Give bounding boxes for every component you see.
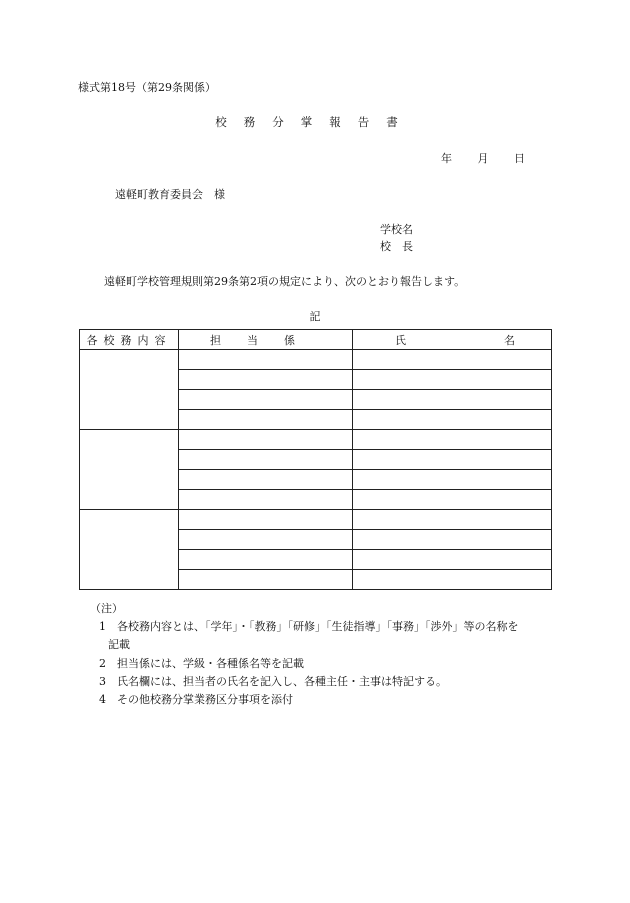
date-day-label: 日 — [514, 152, 525, 165]
ki-heading: 記 — [309, 310, 321, 323]
table-row — [80, 510, 552, 530]
role-cell[interactable] — [179, 410, 353, 430]
content-cell[interactable] — [80, 430, 179, 510]
header-role: 担当係 — [179, 330, 353, 350]
name-cell[interactable] — [353, 550, 552, 570]
principal-label: 校 長 — [380, 240, 413, 253]
note-number: 1 — [99, 620, 106, 633]
assignment-table — [79, 329, 552, 590]
name-cell[interactable] — [353, 570, 552, 590]
name-cell[interactable] — [353, 370, 552, 390]
note-text: 担当係には、学級・各種係名等を記載 — [117, 657, 304, 670]
form-number: 様式第18号（第29条関係） — [78, 81, 216, 94]
document-title: 校務分掌報告書 — [215, 115, 415, 129]
role-cell[interactable] — [179, 350, 353, 370]
school-name-label: 学校名 — [380, 223, 413, 236]
header-name — [353, 330, 552, 350]
role-cell[interactable] — [179, 550, 353, 570]
date-year-label: 年 — [441, 152, 452, 165]
name-cell[interactable] — [353, 470, 552, 490]
table-row — [80, 430, 552, 450]
name-cell[interactable] — [353, 430, 552, 450]
role-cell[interactable] — [179, 430, 353, 450]
table-row — [80, 350, 552, 370]
role-cell[interactable] — [179, 490, 353, 510]
role-cell[interactable] — [179, 370, 353, 390]
content-cell[interactable] — [80, 350, 179, 430]
name-cell[interactable] — [353, 390, 552, 410]
header-name-part2: 名 — [504, 333, 515, 347]
note-item-continuation: 記載 — [108, 638, 130, 651]
addressee: 遠軽町教育委員会 様 — [115, 188, 225, 201]
role-cell[interactable] — [179, 450, 353, 470]
header-content: 各校務内容 — [80, 330, 179, 350]
note-text: 氏名欄には、担当者の氏名を記入し、各種主任・主事は特記する。 — [117, 675, 447, 688]
notes-heading: （注） — [90, 602, 123, 615]
note-number: 2 — [99, 657, 106, 670]
note-number: 4 — [99, 693, 106, 706]
note-text: 各校務内容とは、「学年」・「教務」「研修」「生徒指導」「事務」「渉外」等の名称を — [117, 620, 519, 633]
name-cell[interactable] — [353, 530, 552, 550]
role-cell[interactable] — [179, 530, 353, 550]
name-cell[interactable] — [353, 450, 552, 470]
note-item — [99, 655, 304, 671]
role-cell[interactable] — [179, 510, 353, 530]
body-text: 遠軽町学校管理規則第29条第2項の規定により、次のとおり報告します。 — [104, 275, 466, 288]
header-name-part1: 氏 — [395, 333, 406, 347]
date-line — [441, 150, 525, 166]
name-cell[interactable] — [353, 410, 552, 430]
name-cell[interactable] — [353, 490, 552, 510]
content-cell[interactable] — [80, 510, 179, 590]
note-number: 3 — [99, 675, 106, 688]
role-cell[interactable] — [179, 570, 353, 590]
name-cell[interactable] — [353, 350, 552, 370]
note-text: その他校務分掌業務区分事項を添付 — [117, 693, 293, 706]
note-item — [99, 691, 293, 707]
role-cell[interactable] — [179, 390, 353, 410]
note-item — [99, 673, 447, 689]
note-item — [99, 618, 519, 634]
role-cell[interactable] — [179, 470, 353, 490]
table-header-row — [80, 330, 552, 350]
name-cell[interactable] — [353, 510, 552, 530]
date-month-label: 月 — [477, 152, 489, 165]
